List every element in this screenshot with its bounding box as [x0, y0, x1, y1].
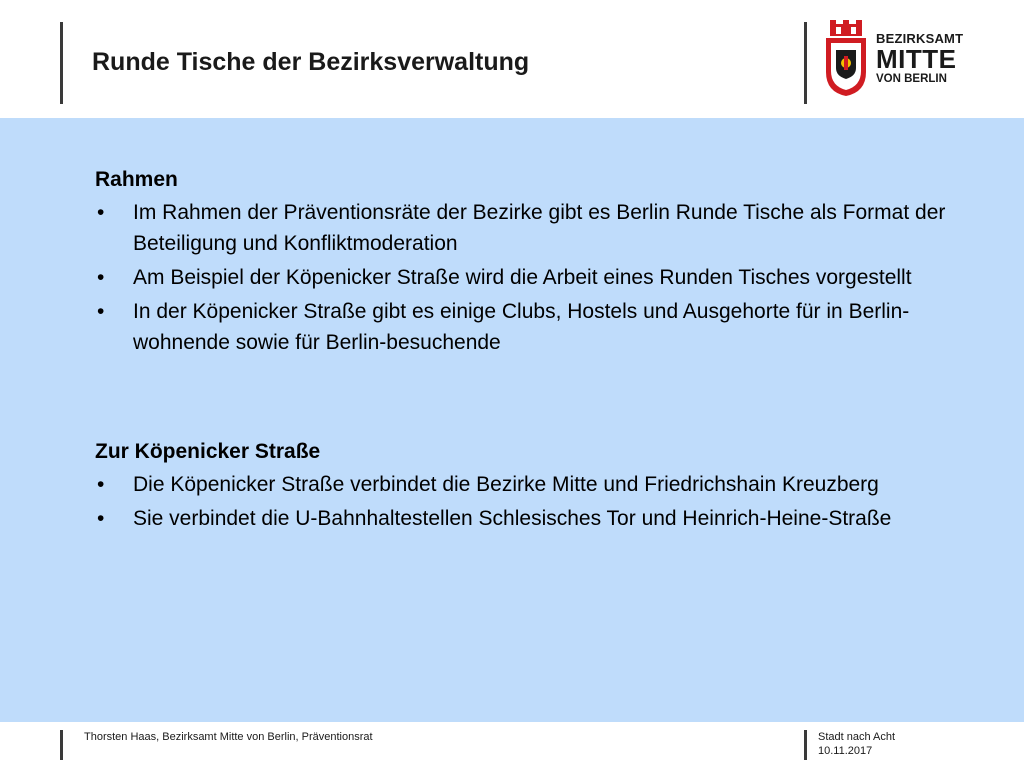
bullet-glyph: • [97, 201, 105, 224]
slide-body [0, 118, 1024, 722]
footer-event: Stadt nach Acht [818, 731, 896, 743]
bullet-text: Sie verbindet die U-Bahnhaltestellen Schlesisches Tor und Heinrich-Heine-Straße [133, 507, 892, 530]
bullet-text: Die Köpenicker Straße verbindet die Bezirke Mitte und Friedrichshain Kreuzberg [133, 473, 879, 496]
bullet-glyph: • [97, 473, 105, 496]
section-koepenicker-strasse [95, 438, 1005, 534]
section-heading: Zur Köpenicker Straße [95, 440, 321, 463]
footer-right-bar [804, 730, 807, 760]
bullet-text: Im Rahmen der Präventionsräte der Bezirke gibt es Berlin Runde Tische als Format der Beteiligung und Konfliktmoderation [133, 201, 946, 255]
bullet-glyph: • [97, 300, 105, 323]
section-heading: Rahmen [95, 168, 178, 191]
footer-left-bar [60, 730, 63, 760]
slide-header [0, 0, 1024, 118]
bullet-item [95, 262, 1005, 293]
header-left-bar [60, 22, 63, 104]
header-right-bar [804, 22, 807, 104]
section-rahmen [95, 166, 1005, 358]
bullet-item [95, 197, 1005, 259]
bezirksamt-logo [816, 12, 964, 108]
bullet-item [95, 296, 1005, 358]
bullet-text: Am Beispiel der Köpenicker Straße wird die Arbeit eines Runden Tisches vorgestellt [133, 266, 912, 289]
logo-line-1: BEZIRKSAMT [876, 31, 964, 46]
slide-footer [0, 722, 1024, 768]
bullet-text: In der Köpenicker Straße gibt es einige Clubs, Hostels und Ausgehorte für in Berlin-wohnende sowie für Berlin-besuchende [133, 300, 910, 354]
bullet-item [95, 469, 1005, 500]
bullet-glyph: • [97, 266, 105, 289]
footer-author: Thorsten Haas, Bezirksamt Mitte von Berlin, Präventionsrat [84, 731, 373, 743]
logo-wordmark [876, 32, 963, 86]
coat-of-arms-icon [820, 18, 872, 98]
logo-line-2: MITTE [876, 44, 957, 74]
slide-title: Runde Tische der Bezirksverwaltung [92, 48, 530, 76]
bullet-glyph: • [97, 507, 105, 530]
bullet-item [95, 503, 1005, 534]
footer-date: 10.11.2017 [818, 745, 873, 757]
logo-line-3: VON BERLIN [876, 73, 947, 85]
